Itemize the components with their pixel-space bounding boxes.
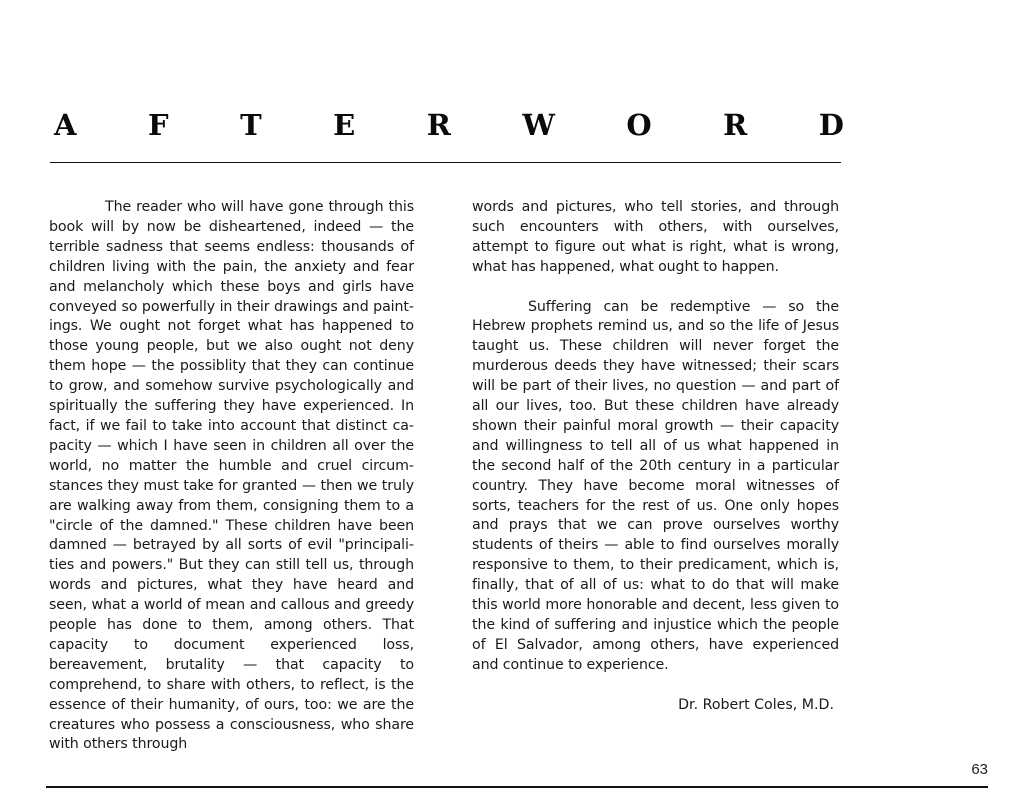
title-letter: R	[426, 108, 451, 142]
page-number: 63	[971, 761, 988, 778]
title-letter: A	[54, 108, 77, 142]
body-paragraph: The reader who will have gone through this book will by now be disheartened, indeed — the terrible sadness that seems endless: thousands of children living with the pain, the anxiety and fear and melancholy which these boys and girls have conveyed so powerfully in their drawings and paintings. We ought not forget what has happened to those young people, but we also ought not deny them hope — the possiblity that they can continue to grow, and somehow survive psychologically and spiritually the suffering they have experienced. In fact, if we fail to take into account that distinct capacity — which I have seen in children all over the world, no matter the humble and cruel circumstances they must take for granted — then we truly are walking away from them, consigning them to a "circle of the damned." These children have been damned — betrayed by all sorts of evil "principalities and powers." But they can still tell us, through words and pictures, what they have heard and seen, what a world of mean and callous and greedy people has done to them, among others. That capacity to document experienced loss, bereavement, brutality — that capacity to comprehend, to share with others, to reflect, is the essence of their humanity, of ours, too: we are the creatures who possess a consciousness, who share with others through	[49, 199, 414, 753]
author-signature: Dr. Robert Coles, M.D.	[678, 697, 834, 713]
right-column	[472, 198, 839, 676]
body-paragraph: Suffering can be redemptive — so the Hebrew prophets remind us, and so the life of Jesus taught us. These children will never forget the murderous deeds they have witnessed; their scars will be part of their lives, no question — and part of all our lives, too. But these children have already shown their painful moral growth — their capacity and willingness to tell all of us what happened in the second half of the 20th century in a particular country. They have become moral witnesses of sorts, teachers for the rest of us. One only hopes and prays that we can prove ourselves worthy students of theirs — able to find ourselves morally responsive to them, to their predicament, which is, finally, that of all of us: what to do that will make this world more honorable and decent, less given to the kind of suffering and injustice which the people of El Salvador, among others, have experienced and continue to experience.	[472, 298, 839, 673]
title-letter: R	[723, 108, 748, 142]
title-letter: F	[148, 108, 169, 142]
body-paragraph: words and pictures, who tell stories, and through such encounters with others, with ourselves, attempt to figure out what is right, what is wrong, what has happened, what ought to happen.	[472, 199, 839, 275]
left-column	[49, 198, 414, 755]
title-letter: E	[333, 108, 356, 142]
title-letter: O	[626, 108, 652, 142]
title-letter: D	[818, 108, 844, 142]
title-letter: W	[522, 108, 555, 142]
page-title	[54, 109, 844, 141]
title-letter: T	[240, 108, 262, 142]
footer-divider	[46, 786, 988, 788]
title-divider	[50, 162, 841, 163]
